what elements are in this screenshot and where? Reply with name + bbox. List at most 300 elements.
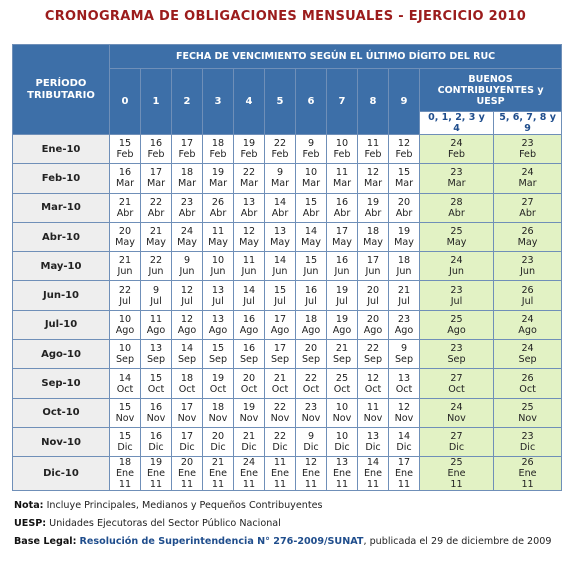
due-date-cell [172, 135, 203, 164]
good-taxpayer-date-cell [494, 457, 562, 491]
month: May [363, 237, 383, 249]
good-taxpayer-date-cell [494, 427, 562, 456]
table-row [13, 369, 562, 398]
month: Abr [116, 207, 134, 219]
due-date-cell [234, 135, 265, 164]
day: 21 [397, 284, 411, 296]
month: Sep [177, 354, 197, 366]
due-date-cell [234, 427, 265, 456]
due-date-cell [389, 369, 420, 398]
due-date-cell [265, 369, 296, 398]
month: Nov [177, 412, 197, 424]
day: 10 [335, 138, 349, 150]
due-date-cell [358, 164, 389, 193]
month: Jul [367, 295, 379, 307]
day: 26 [521, 226, 534, 238]
day: 25 [450, 457, 463, 469]
due-date-cell [234, 193, 265, 222]
period-cell: Nov-10 [13, 427, 110, 456]
due-date-cell [327, 398, 358, 427]
good-taxpayer-date-cell [420, 310, 494, 339]
day: 15 [273, 284, 287, 296]
day: 22 [149, 196, 163, 208]
due-date-cell [358, 135, 389, 164]
month: Dic [241, 442, 257, 454]
month: Sep [146, 354, 166, 366]
month: Jun [179, 266, 195, 278]
due-date-cell [296, 193, 327, 222]
day: 19 [335, 284, 349, 296]
table-row [13, 281, 562, 310]
month: Ene [146, 468, 166, 480]
due-date-cell [327, 193, 358, 222]
due-date-cell [389, 457, 420, 491]
day: 12 [397, 401, 411, 413]
day: 18 [211, 401, 225, 413]
month: Abr [333, 207, 351, 219]
month: Jun [241, 266, 257, 278]
month: Sep [363, 354, 383, 366]
good-taxpayer-date-cell [494, 164, 562, 193]
period-header-line2: TRIBUTARIO [27, 89, 95, 101]
day: 20 [366, 313, 380, 325]
day: 13 [211, 313, 225, 325]
good-taxpayer-date-cell [420, 193, 494, 222]
table-row [13, 340, 562, 369]
day: 20 [211, 431, 225, 443]
month: Mar [447, 178, 466, 190]
day: 18 [366, 226, 380, 238]
due-date-cell [110, 135, 141, 164]
year: 11 [242, 479, 256, 491]
day: 18 [118, 457, 132, 469]
day: 10 [304, 167, 318, 179]
month: Jun [396, 266, 412, 278]
due-date-cell [234, 281, 265, 310]
month: Dic [519, 442, 536, 454]
month: Jul [274, 295, 286, 307]
day: 23 [397, 313, 411, 325]
good-taxpayer-date-cell [420, 457, 494, 491]
day: 12 [180, 284, 194, 296]
day: 19 [335, 313, 349, 325]
day: 14 [304, 226, 318, 238]
day: 23 [521, 431, 534, 443]
month: Ago [363, 324, 383, 336]
due-date-cell [141, 164, 172, 193]
month: Feb [240, 149, 258, 161]
month: Jul [243, 295, 255, 307]
month: Sep [518, 354, 537, 366]
month: Sep [239, 354, 259, 366]
due-date-cell [110, 457, 141, 491]
uesp-line [14, 518, 281, 529]
month: May [239, 237, 259, 249]
due-date-cell [172, 193, 203, 222]
due-date-cell [234, 164, 265, 193]
year: 11 [149, 479, 163, 491]
good-taxpayer-date-cell [420, 252, 494, 281]
good-taxpayer-date-cell [420, 135, 494, 164]
good-taxpayer-date-cell [494, 340, 562, 369]
due-date-cell [296, 222, 327, 251]
due-date-cell [172, 457, 203, 491]
day: 27 [521, 196, 534, 208]
due-date-cell [265, 340, 296, 369]
day: 16 [242, 313, 256, 325]
due-date-cell [265, 164, 296, 193]
day: 17 [149, 167, 163, 179]
month: Ene [394, 468, 414, 480]
due-date-cell [265, 252, 296, 281]
good-taxpayer-date-cell [494, 281, 562, 310]
due-date-cell [141, 398, 172, 427]
good-taxpayer-date-cell [494, 310, 562, 339]
month: Dic [448, 442, 465, 454]
day: 22 [118, 284, 132, 296]
due-date-cell [265, 398, 296, 427]
due-date-cell [389, 135, 420, 164]
note-line [14, 500, 323, 511]
month: Feb [302, 149, 320, 161]
month: May [146, 237, 166, 249]
due-date-cell [358, 369, 389, 398]
month: Dic [334, 442, 350, 454]
month: Mar [363, 178, 383, 190]
month: Dic [303, 442, 319, 454]
month: May [332, 237, 352, 249]
day: 14 [118, 372, 132, 384]
due-date-cell [389, 427, 420, 456]
day: 14 [397, 431, 411, 443]
month: Mar [239, 178, 259, 190]
due-date-cell [296, 281, 327, 310]
day: 16 [149, 138, 163, 150]
due-date-cell [265, 457, 296, 491]
due-date-cell [296, 252, 327, 281]
month: Sep [115, 354, 135, 366]
month: Nov [518, 412, 537, 424]
legal-basis-link[interactable]: Resolución de Superintendencia N° 276-2009/SUNAT [79, 536, 364, 547]
due-date-cell [265, 310, 296, 339]
day: 15 [397, 167, 411, 179]
month: May [208, 237, 228, 249]
month: Feb [333, 149, 351, 161]
legal-basis-line [14, 536, 559, 548]
month: Feb [209, 149, 227, 161]
month: Abr [147, 207, 165, 219]
good-taxpayer-date-cell [494, 398, 562, 427]
month: Ene [239, 468, 259, 480]
good-taxpayer-date-cell [494, 135, 562, 164]
month: Jun [272, 266, 288, 278]
day: 14 [180, 343, 194, 355]
month: Jul [336, 295, 348, 307]
month: Dic [396, 442, 412, 454]
due-date-cell [296, 310, 327, 339]
day: 19 [149, 457, 163, 469]
month: Ene [363, 468, 383, 480]
month: Feb [364, 149, 382, 161]
day: 15 [304, 196, 318, 208]
day: 23 [450, 343, 463, 355]
due-date-cell [110, 369, 141, 398]
day: 28 [450, 196, 463, 208]
good-taxpayer-date-cell [494, 222, 562, 251]
day: 17 [180, 401, 194, 413]
day: 20 [180, 457, 194, 469]
year: 11 [397, 479, 411, 491]
month: Dic [272, 442, 288, 454]
day: 19 [242, 138, 256, 150]
month: Sep [301, 354, 321, 366]
day: 11 [366, 138, 380, 150]
group-1-line2: 4 [453, 123, 460, 134]
month: Oct [178, 383, 196, 395]
due-date-cell [358, 398, 389, 427]
due-date-cell [327, 252, 358, 281]
month: Jul [521, 295, 534, 307]
day: 9 [183, 255, 191, 267]
due-date-cell [358, 310, 389, 339]
due-date-cell [141, 340, 172, 369]
due-date-cell [172, 281, 203, 310]
day: 15 [118, 431, 132, 443]
due-date-cell [265, 222, 296, 251]
month: Sep [270, 354, 290, 366]
digit-header-3: 3 [203, 69, 234, 135]
day: 14 [366, 457, 380, 469]
month: Nov [208, 412, 228, 424]
day: 15 [304, 255, 318, 267]
due-date-cell [389, 222, 420, 251]
due-date-cell [172, 398, 203, 427]
month: Dic [179, 442, 195, 454]
day: 9 [400, 343, 408, 355]
day: 16 [149, 431, 163, 443]
period-cell: Jul-10 [13, 310, 110, 339]
good-taxpayers-group-2 [494, 112, 562, 135]
month: Ene [518, 468, 537, 480]
day: 13 [335, 457, 349, 469]
month: Nov [301, 412, 321, 424]
due-date-cell [110, 164, 141, 193]
month: Jul [398, 295, 410, 307]
due-date-cell [234, 310, 265, 339]
month: May [270, 237, 290, 249]
month: Jun [365, 266, 381, 278]
month: Abr [448, 207, 465, 219]
day: 11 [149, 313, 163, 325]
month: Nov [115, 412, 135, 424]
day: 20 [366, 284, 380, 296]
day: 16 [335, 255, 349, 267]
good-taxpayers-line1: BUENOS [468, 73, 513, 85]
due-date-cell [234, 369, 265, 398]
month: Abr [240, 207, 258, 219]
due-date-cell [234, 222, 265, 251]
due-date-cell [327, 310, 358, 339]
day: 23 [304, 401, 318, 413]
month: Mar [394, 178, 414, 190]
due-date-cell [389, 310, 420, 339]
month: Ene [115, 468, 135, 480]
day: 15 [118, 401, 132, 413]
good-taxpayer-date-cell [494, 369, 562, 398]
good-taxpayer-date-cell [420, 398, 494, 427]
month: Nov [270, 412, 290, 424]
digit-header-5: 5 [265, 69, 296, 135]
due-date-cell [234, 398, 265, 427]
note-label: Nota: [14, 500, 44, 511]
day: 17 [180, 431, 194, 443]
due-date-cell [234, 252, 265, 281]
day: 14 [273, 196, 287, 208]
day: 24 [521, 343, 534, 355]
month: Dic [210, 442, 226, 454]
due-date-cell [296, 340, 327, 369]
due-date-cell [203, 222, 234, 251]
due-date-cell [110, 310, 141, 339]
day: 15 [149, 372, 163, 384]
month: Feb [395, 149, 413, 161]
note-text: Incluye Principales, Medianos y Pequeños Contribuyentes [43, 500, 323, 511]
due-date-cell [141, 281, 172, 310]
due-date-cell [172, 340, 203, 369]
day: 26 [211, 196, 225, 208]
digit-header-2: 2 [172, 69, 203, 135]
due-date-cell [358, 193, 389, 222]
day: 9 [152, 284, 160, 296]
day: 9 [276, 167, 284, 179]
month: Dic [117, 442, 133, 454]
due-date-cell [358, 340, 389, 369]
due-date-cell [327, 427, 358, 456]
day: 23 [450, 284, 463, 296]
day: 12 [366, 372, 380, 384]
month: Mar [332, 178, 352, 190]
due-date-cell [203, 369, 234, 398]
due-date-cell [296, 457, 327, 491]
day: 24 [180, 226, 194, 238]
group-1-line1: 0, 1, 2, 3 y [428, 112, 485, 123]
day: 22 [366, 343, 380, 355]
day: 21 [273, 372, 287, 384]
month: Sep [208, 354, 228, 366]
group-2-line2: 9 [524, 123, 531, 134]
period-cell: Jun-10 [13, 281, 110, 310]
due-date-cell [141, 222, 172, 251]
digit-header-8: 8 [358, 69, 389, 135]
month: May [394, 237, 414, 249]
month: Jun [148, 266, 164, 278]
day: 25 [521, 401, 534, 413]
month: Ago [208, 324, 228, 336]
month: Jul [150, 295, 162, 307]
due-date-cell [234, 340, 265, 369]
month: Nov [146, 412, 166, 424]
month: Jun [210, 266, 226, 278]
due-date-cell [203, 281, 234, 310]
month: Feb [519, 149, 537, 161]
due-date-cell [327, 340, 358, 369]
digit-header-6: 6 [296, 69, 327, 135]
good-taxpayer-date-cell [494, 193, 562, 222]
day: 16 [242, 343, 256, 355]
day: 22 [273, 401, 287, 413]
due-date-cell [141, 369, 172, 398]
day: 17 [273, 313, 287, 325]
due-date-cell [172, 369, 203, 398]
month: Oct [395, 383, 413, 395]
due-date-cell [389, 398, 420, 427]
year: 11 [273, 479, 287, 491]
good-taxpayer-date-cell [420, 222, 494, 251]
day: 23 [450, 167, 463, 179]
day: 26 [521, 457, 534, 469]
due-date-cell [110, 398, 141, 427]
month: Feb [116, 149, 134, 161]
day: 10 [118, 313, 132, 325]
day: 18 [180, 372, 194, 384]
due-date-cell [358, 427, 389, 456]
month: Ago [394, 324, 414, 336]
day: 19 [397, 226, 411, 238]
due-date-cell [110, 252, 141, 281]
month: Jul [305, 295, 317, 307]
day: 17 [335, 226, 349, 238]
day: 21 [242, 431, 256, 443]
table-row [13, 310, 562, 339]
day: 10 [118, 343, 132, 355]
month: Abr [395, 207, 413, 219]
month: Jun [334, 266, 350, 278]
due-date-cell [389, 281, 420, 310]
day: 9 [307, 431, 315, 443]
due-date-cell [327, 457, 358, 491]
month: Ene [270, 468, 290, 480]
period-cell: May-10 [13, 252, 110, 281]
day: 27 [450, 431, 463, 443]
day: 19 [211, 372, 225, 384]
good-taxpayers-group-1 [420, 112, 494, 135]
day: 13 [366, 431, 380, 443]
due-date-cell [389, 193, 420, 222]
due-date-cell [234, 457, 265, 491]
year: 11 [118, 479, 132, 491]
day: 20 [118, 226, 132, 238]
month: Ago [146, 324, 166, 336]
month: May [517, 237, 538, 249]
day: 22 [273, 138, 287, 150]
due-date-cell [110, 193, 141, 222]
day: 13 [397, 372, 411, 384]
due-date-cell [203, 164, 234, 193]
month: Mar [518, 178, 537, 190]
year: 11 [521, 479, 534, 491]
due-date-cell [296, 164, 327, 193]
day: 11 [335, 167, 349, 179]
day: 20 [304, 343, 318, 355]
table-row [13, 135, 562, 164]
good-taxpayer-date-cell [420, 164, 494, 193]
day: 20 [242, 372, 256, 384]
day: 20 [397, 196, 411, 208]
day: 13 [211, 284, 225, 296]
day: 19 [211, 167, 225, 179]
month: Feb [271, 149, 289, 161]
due-date-cell [141, 310, 172, 339]
